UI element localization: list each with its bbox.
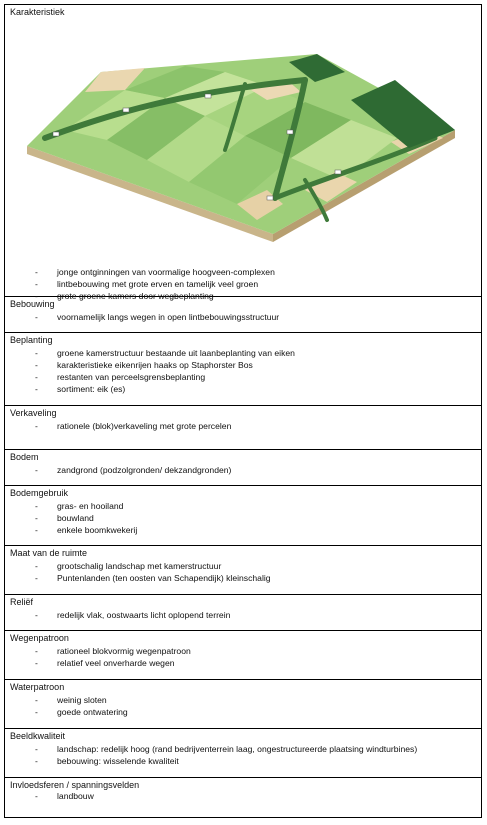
- section-title: Bodemgebruik: [10, 488, 69, 498]
- list-item: - grootschalig landschap met kamerstructuur: [5, 561, 481, 573]
- list-item: - bebouwing: wisselende kwaliteit: [5, 756, 481, 768]
- section-bodemgebruik: [5, 486, 481, 546]
- section-title: Maat van de ruimte: [10, 548, 88, 558]
- section-bodem: [5, 450, 481, 486]
- bullet-list: [5, 610, 481, 622]
- section-title: Waterpatroon: [10, 682, 65, 692]
- list-item: - jonge ontginningen van voormalige hoogveen-complexen: [5, 267, 481, 279]
- section-bebouwing: [5, 297, 481, 333]
- bullet-list: [5, 695, 481, 719]
- list-item: - gras- en hooiland: [5, 501, 481, 513]
- section-title: Beplanting: [10, 335, 53, 345]
- bullet-list: [5, 561, 481, 585]
- section-title: Invloedsferen / spanningsvelden: [10, 780, 140, 790]
- list-item: - rationele (blok)verkaveling met grote percelen: [5, 421, 481, 433]
- list-item: - karakteristieke eikenrijen haaks op Staphorster Bos: [5, 360, 481, 372]
- bullet-list: [5, 348, 481, 396]
- section-title: Reliëf: [10, 597, 34, 607]
- list-item: - voornamelijk langs wegen in open lintbebouwingsstructuur: [5, 312, 481, 324]
- bullet-list: [5, 646, 481, 670]
- list-item: - enkele boomkwekerij: [5, 525, 481, 537]
- list-item: - bouwland: [5, 513, 481, 525]
- list-item: - restanten van perceelsgrensbeplanting: [5, 372, 481, 384]
- section-verkaveling: [5, 406, 481, 450]
- bullet-list: [5, 501, 481, 537]
- list-item: - rationeel blokvormig wegenpatroon: [5, 646, 481, 658]
- section-karakteristiek: [5, 5, 481, 301]
- section-invloedsferen: [5, 778, 481, 817]
- bullet-list: [5, 744, 481, 768]
- section-beeldkwaliteit: [5, 729, 481, 778]
- section-title: Bodem: [10, 452, 39, 462]
- section-title: Verkaveling: [10, 408, 57, 418]
- section-title: Bebouwing: [10, 299, 55, 309]
- list-item: - zandgrond (podzolgronden/ dekzandgronden): [5, 465, 481, 477]
- section-beplanting: [5, 333, 481, 406]
- bullet-list: [5, 465, 481, 477]
- landscape-block-diagram: [5, 20, 481, 254]
- list-item: - grote groene kamers door wegbeplanting: [5, 291, 481, 303]
- bullet-list: [5, 421, 481, 433]
- landscape-illustration: [5, 20, 481, 254]
- list-item: - lintbebouwing met grote erven en tamelijk veel groen: [5, 279, 481, 291]
- bullet-list: [5, 791, 481, 803]
- list-item: - landschap: redelijk hoog (rand bedrijventerrein laag, ongestructureerde plaatsing windturbines): [5, 744, 481, 756]
- list-item: - redelijk vlak, oostwaarts licht oplopend terrein: [5, 610, 481, 622]
- list-item: - relatief veel onverharde wegen: [5, 658, 481, 670]
- list-item: - goede ontwatering: [5, 707, 481, 719]
- list-item: - Puntenlanden (ten oosten van Schapendijk) kleinschalig: [5, 573, 481, 585]
- section-title: Wegenpatroon: [10, 633, 69, 643]
- section-wegenpatroon: [5, 631, 481, 680]
- section-title: Beeldkwaliteit: [10, 731, 66, 741]
- bullet-list: [5, 312, 481, 324]
- landscape-characteristics-table: [4, 4, 482, 818]
- section-maat-van-de-ruimte: [5, 546, 481, 595]
- section-title: Karakteristiek: [10, 7, 65, 17]
- section-waterpatroon: [5, 680, 481, 729]
- list-item: - landbouw: [5, 791, 481, 803]
- section-relief: [5, 595, 481, 631]
- list-item: - weinig sloten: [5, 695, 481, 707]
- list-item: - groene kamerstructuur bestaande uit laanbeplanting van eiken: [5, 348, 481, 360]
- list-item: - sortiment: eik (es): [5, 384, 481, 396]
